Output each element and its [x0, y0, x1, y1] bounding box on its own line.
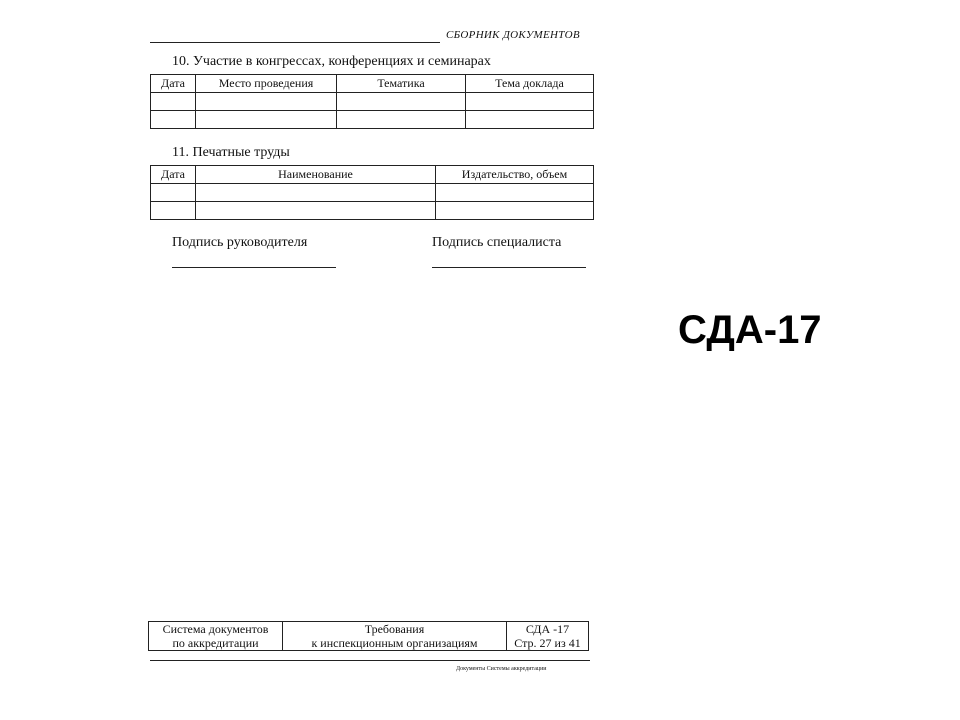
footer-system-line2: по аккредитации	[172, 636, 259, 650]
table-header-row	[151, 75, 594, 93]
footer-requirements	[283, 622, 507, 651]
footnote: Документы Системы аккредитации	[456, 666, 547, 672]
specialist-signature-label: Подпись специалиста	[432, 235, 562, 250]
table-cell	[196, 93, 337, 111]
table-cell	[151, 111, 196, 129]
col-title: Наименование	[196, 166, 436, 184]
footer-req-line1: Требования	[364, 622, 425, 636]
table-cell	[436, 202, 594, 220]
table-cell	[151, 202, 196, 220]
section-10-heading: 10. Участие в конгрессах, конференциях и семинарах	[172, 54, 491, 69]
table-row	[151, 111, 594, 129]
table-cell	[436, 184, 594, 202]
footer-page-number: Стр. 27 из 41	[514, 636, 581, 650]
table-cell	[466, 93, 594, 111]
table-header-row	[151, 166, 594, 184]
col-publisher: Издательство, объем	[436, 166, 594, 184]
footer-code: СДА -17	[525, 622, 570, 636]
col-date: Дата	[151, 75, 196, 93]
table-row	[151, 93, 594, 111]
publications-table	[150, 165, 594, 220]
footer-code-cell	[507, 622, 589, 651]
footer-rule	[150, 660, 590, 661]
col-topic: Тематика	[337, 75, 466, 93]
table-cell	[196, 202, 436, 220]
table-cell	[466, 111, 594, 129]
table-cell	[151, 93, 196, 111]
footer-req-line2: к инспекционным организациям	[311, 636, 478, 650]
col-report-topic: Тема доклада	[466, 75, 594, 93]
table-cell	[196, 184, 436, 202]
section-11-heading: 11. Печатные труды	[172, 145, 290, 160]
specialist-signature-line	[432, 267, 586, 268]
table-row	[151, 202, 594, 220]
table-cell	[196, 111, 337, 129]
header-rule	[150, 42, 440, 43]
col-venue: Место проведения	[196, 75, 337, 93]
manager-signature-line	[172, 267, 336, 268]
header-title: СБОРНИК ДОКУМЕНТОВ	[446, 29, 580, 41]
manager-signature-label: Подпись руководителя	[172, 235, 308, 250]
footer-system-line1: Система документов	[162, 622, 269, 636]
table-cell	[151, 184, 196, 202]
table-row	[151, 184, 594, 202]
table-cell	[337, 93, 466, 111]
congress-table	[150, 74, 594, 129]
document-code: СДА-17	[678, 308, 822, 352]
footer-system	[149, 622, 283, 651]
footer-row	[149, 622, 589, 651]
col-date: Дата	[151, 166, 196, 184]
table-cell	[337, 111, 466, 129]
footer-table	[148, 621, 589, 651]
